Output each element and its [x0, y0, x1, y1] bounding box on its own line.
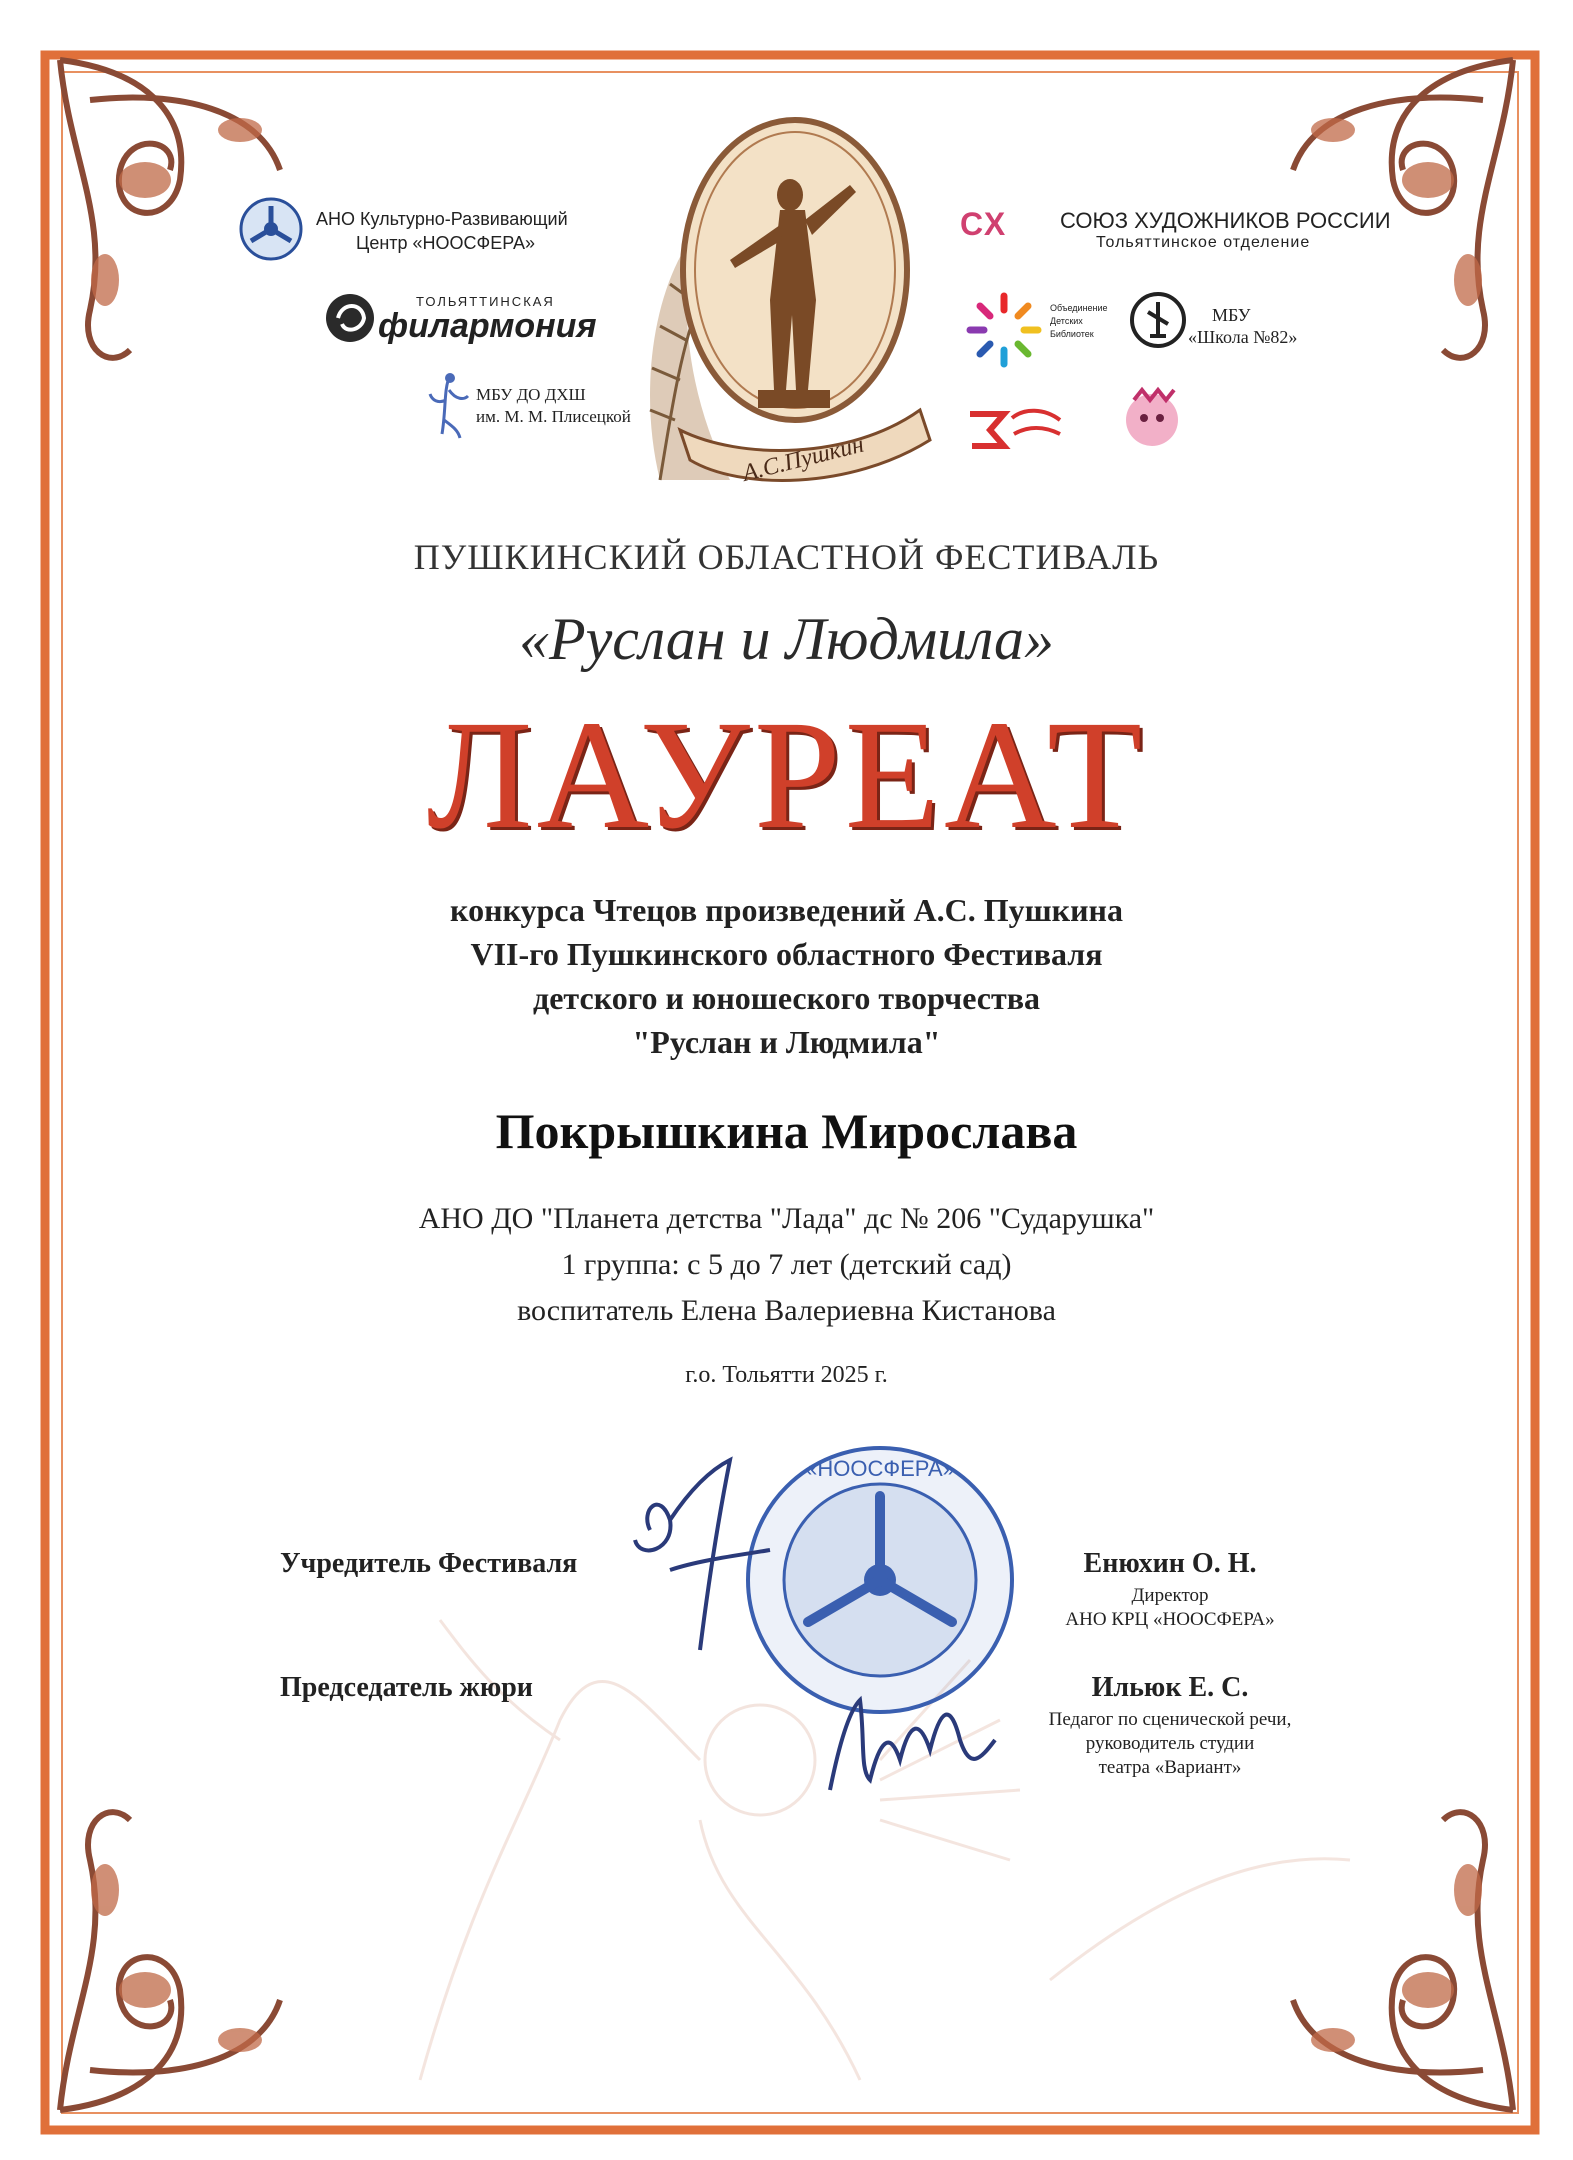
artists-union-logo-text — [1060, 208, 1391, 252]
jury-chair-label: Председатель жюри — [280, 1672, 533, 1703]
jury-chair-name: Ильюк Е. С. — [1091, 1672, 1249, 1703]
library-line1: Объединение — [1050, 303, 1108, 313]
recipient-name: Покрышкина Мирослава — [495, 1103, 1078, 1159]
signature-jury-chair — [820, 1680, 1000, 1810]
noosfera-line1: АНО Культурно-Развивающий — [316, 209, 568, 229]
founder-block — [1020, 1548, 1320, 1632]
school82-line1: МБУ — [1212, 305, 1251, 325]
stamp-text: «НООСФЕРА» — [805, 1456, 955, 1481]
award-title: ЛАУРЕАТ — [426, 688, 1147, 861]
philharmonic-logo-icon — [322, 290, 378, 346]
corner-ornament-bottom-left — [50, 1780, 300, 2120]
details-line: АНО ДО "Планета детства "Лада" дс № 206 "Сударушка" — [418, 1202, 1155, 1235]
jury-chair-block — [1000, 1672, 1340, 1779]
pushkin-emblem — [620, 100, 960, 520]
award-description — [0, 888, 1573, 1064]
artists-union-line2: Тольяттинское отделение — [1096, 234, 1311, 251]
festival-heading: ПУШКИНСКИЙ ОБЛАСТНОЙ ФЕСТИВАЛЬ — [413, 537, 1160, 577]
founder-role-line: Директор — [1131, 1585, 1209, 1606]
artists-union-line1: СОЮЗ ХУДОЖНИКОВ РОССИИ — [1060, 208, 1391, 233]
details-line: 1 группа: с 5 до 7 лет (детский сад) — [561, 1248, 1012, 1281]
philharmonic-big: филармония — [378, 307, 597, 345]
founder-label: Учредитель Фестиваля — [280, 1548, 578, 1579]
ballerina-logo-icon — [424, 370, 474, 442]
theatre-logo-icon — [964, 404, 1068, 454]
dance-school-line2: им. М. М. Плисецкой — [476, 407, 631, 426]
organization-stamp — [740, 1440, 1020, 1720]
puppet-theatre-logo-icon — [1120, 386, 1184, 450]
library-line2: Детских — [1050, 316, 1083, 326]
library-logo-text — [1050, 302, 1108, 341]
school82-logo-text — [1188, 304, 1297, 348]
library-logo-icon — [964, 290, 1044, 370]
jury-chair-role-line: Педагог по сценической речи, — [1048, 1709, 1292, 1730]
emblem-ribbon-text: А.С.Пушкин — [740, 431, 867, 487]
philharmonic-logo-text — [378, 294, 596, 343]
library-line3: Библиотек — [1050, 329, 1094, 339]
details-line: воспитатель Елена Валериевна Кистанова — [517, 1294, 1056, 1327]
jury-chair-role-line: театра «Вариант» — [1098, 1756, 1242, 1778]
dance-school-line1: МБУ ДО ДХШ — [476, 385, 586, 404]
festival-name: «Руслан и Людмила» — [518, 606, 1055, 672]
founder-role-line: АНО КРЦ «НООСФЕРА» — [1065, 1608, 1275, 1630]
artists-union-logo-icon: СХ — [960, 206, 1008, 242]
corner-ornament-bottom-right — [1273, 1780, 1523, 2120]
dance-school-logo-text — [476, 384, 631, 428]
school82-line2: «Школа №82» — [1188, 327, 1298, 347]
philharmonic-small: ТОЛЬЯТТИНСКАЯ — [416, 294, 555, 309]
description-line: "Руслан и Людмила" — [632, 1024, 941, 1060]
noosfera-logo-text — [316, 207, 568, 255]
description-line: детского и юношеского творчества — [533, 980, 1040, 1016]
noosfera-line2: Центр «НООСФЕРА» — [356, 233, 536, 253]
noosfera-logo-icon — [238, 196, 304, 262]
jury-chair-role-line: руководитель студии — [1085, 1732, 1255, 1754]
description-line: конкурса Чтецов произведений А.С. Пушкина — [450, 892, 1123, 928]
founder-name: Енюхин О. Н. — [1083, 1548, 1257, 1579]
signature-founder — [620, 1450, 780, 1670]
description-line: VII-го Пушкинского областного Фестиваля — [470, 936, 1103, 972]
recipient-details — [0, 1196, 1573, 1334]
place-year: г.о. Тольятти 2025 г. — [685, 1362, 888, 1388]
school82-logo-icon — [1130, 290, 1186, 350]
